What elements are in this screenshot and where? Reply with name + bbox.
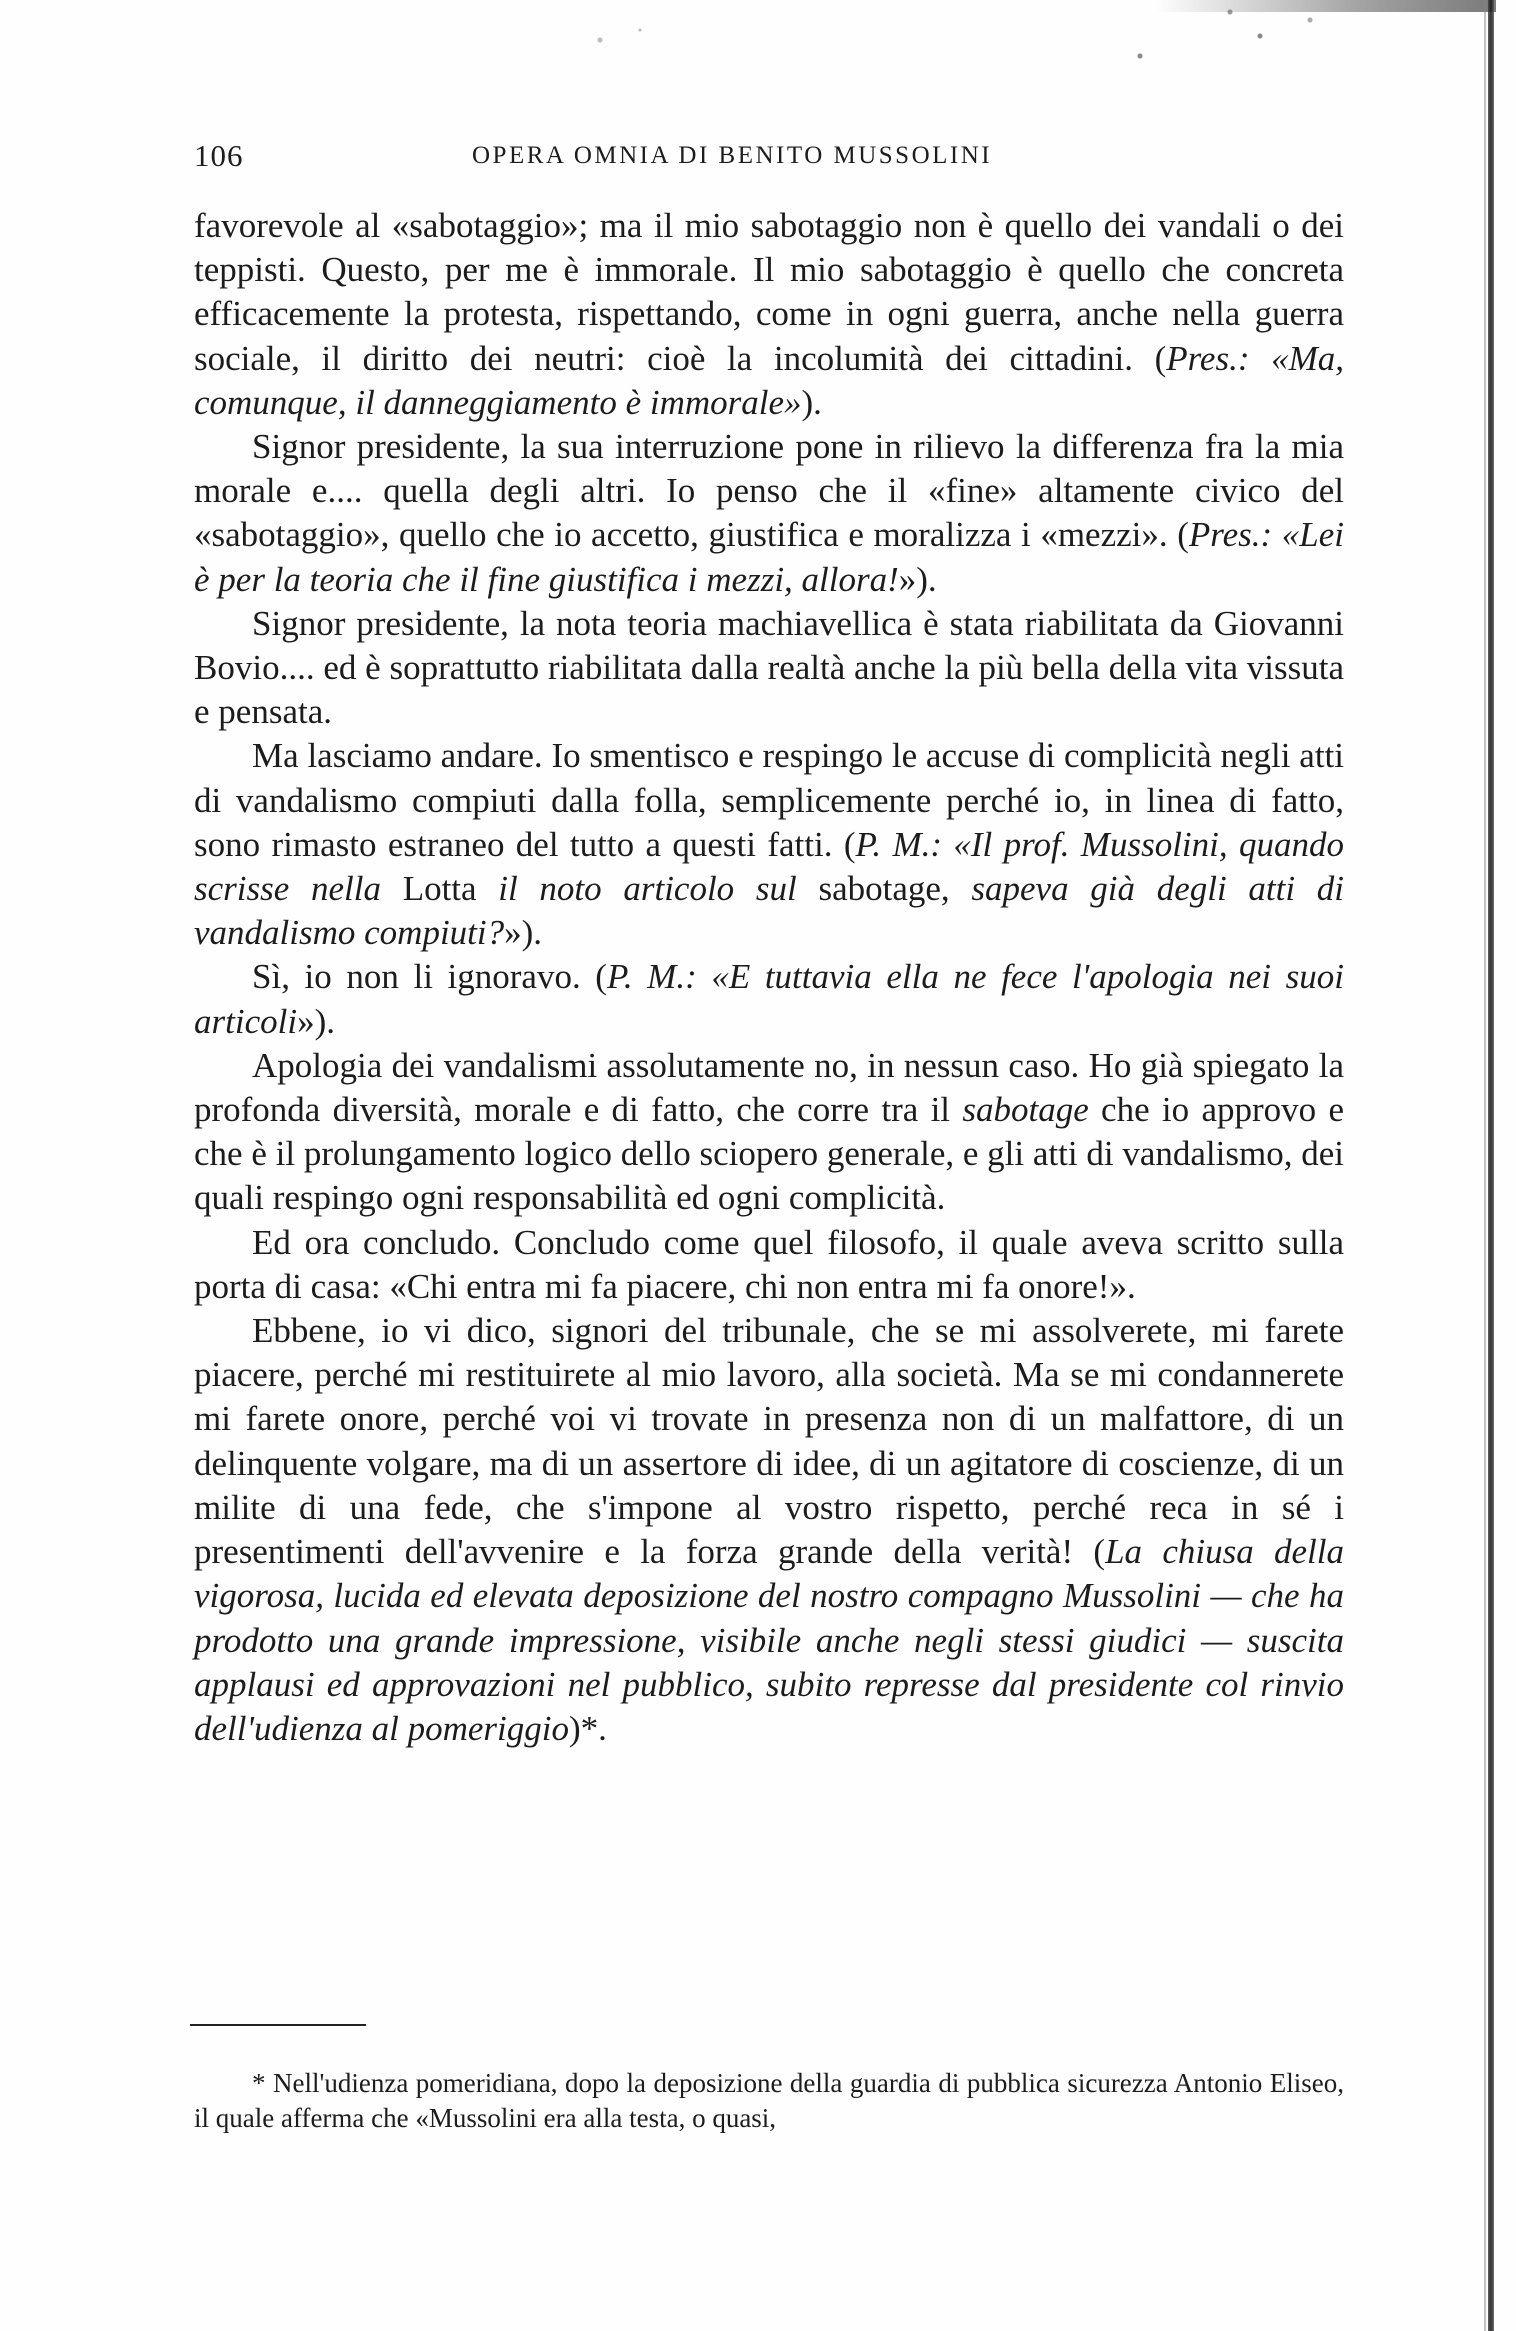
paragraph [194,1044,1344,1221]
text-run: »). [297,1001,335,1041]
page-number: 106 [194,138,244,173]
text-run: sabotage, [818,869,972,909]
scan-binding-edge [1488,0,1494,2331]
footnote-separator [190,2024,366,2026]
text-run: Ma lasciamo andare. Io smentisco e respingo le accuse di complicità negli atti di vandalismo compiuti dalla folla, semplicemente perché io, in linea di fatto, sono rimasto estraneo del tutto a questi fatti. ( [194,736,1344,864]
text-run: Signor presidente, la nota teoria machiavellica è stata riabilitata da Giovanni Bovio.... ed è soprattutto riabilitata dalla realtà anche la più bella della vita vissuta e pensata. [194,603,1344,732]
italic-text: Pres.: «Ma, comunque, il danneggiamento è immorale» [194,338,1345,422]
text-run: Apologia dei vandalismi assolutamente no, in nessun caso. Ho già spiegato la profonda diversità, morale e di fatto, che corre tra il [194,1045,1344,1130]
text-run: Sì, io non li ignoravo. ( [252,957,607,997]
running-head: OPERA OMNIA DI BENITO MUSSOLINI [472,142,993,169]
paragraph [194,1309,1344,1751]
italic-text: Pres.: «Lei è per la teoria che il fine giustifica i mezzi, allora! [194,515,1344,599]
body-text [194,204,1344,1751]
italic-text: P. M.: «E tuttavia ella ne fece l'apologia nei suoi articoli [194,957,1344,1041]
italic-text: sabotage [962,1090,1089,1130]
paragraph [194,955,1344,1043]
italic-text: il noto articolo sul [476,869,819,909]
paragraph [194,204,1344,425]
text-run: che io approvo e che è il prolungamento logico dello sciopero generale, e gli atti di vandalismo, dei quali respingo ogni responsabilità ed ogni complicità. [194,1090,1344,1218]
text-run: favorevole al «sabotaggio»; ma il mio sabotaggio non è quello dei vandali o dei teppisti. Questo, per me è immorale. Il mio sabotaggio è quello che concreta efficacemente la protesta, rispettando, come in ogni guerra, anche nella guerra sociale, il diritto dei neutri: cioè la incolumità dei cittadini. ( [194,206,1344,378]
text-run: ). [801,382,822,422]
italic-text: La chiusa della vigorosa, lucida ed elevata deposizione del nostro compagno Mussolini — che ha prodotto una grande impressione, visibile anche negli stessi giudici — suscita applausi ed approvazioni nel pubblico, subito represse dal presidente col rinvio dell'udienza al pomeriggio [194,1532,1345,1748]
italic-text: sapeva già degli atti di vandalismo compiuti? [194,869,1345,953]
scan-binding-shadow [1484,0,1486,2331]
text-run: Ed ora concludo. Concludo come quel filosofo, il quale aveva scritto sulla porta di casa: «Chi entra mi fa piacere, chi non entra mi fa onore!». [194,1222,1344,1306]
footnote: * Nell'udienza pomeridiana, dopo la deposizione della guardia di pubblica sicurezza Antonio Eliseo, il quale afferma che «Mussolini era alla testa, o quasi, [194,2068,1344,2133]
paragraph [194,602,1344,735]
text-run: »). [504,913,543,953]
text-run: )*. [568,1708,607,1748]
page-header [194,138,1344,178]
paragraph [194,734,1344,955]
text-run: »). [898,559,937,599]
italic-text: P. M.: «Il prof. Mussolini, quando scrisse nella [194,824,1344,909]
text-run: Ebbene, io vi dico, signori del tribunale, che se mi assolverete, mi farete piacere, perché mi restituirete al mio lavoro, alla società. Ma se mi condannerete mi farete onore, perché voi vi trovate in presenza non di un malfattore, di un delinquente volgare, ma di un assertore di idee, di un agitatore di coscienze, di un milite di una fede, che s'impone al vostro rispetto, perché reca in sé i presentimenti dell'avvenire e la forza grande della verità! ( [194,1311,1344,1572]
paragraph [194,1221,1344,1309]
text-run: Lotta [402,869,477,909]
paragraph [194,425,1344,602]
scan-shadow [1156,0,1496,12]
text-run: Signor presidente, la sua interruzione pone in rilievo la differenza fra la mia morale e.... quella degli altri. Io penso che il «fine» altamente civico del «sabotaggio», quello che io accetto, giustifica e moralizza i «mezzi». ( [194,427,1344,555]
